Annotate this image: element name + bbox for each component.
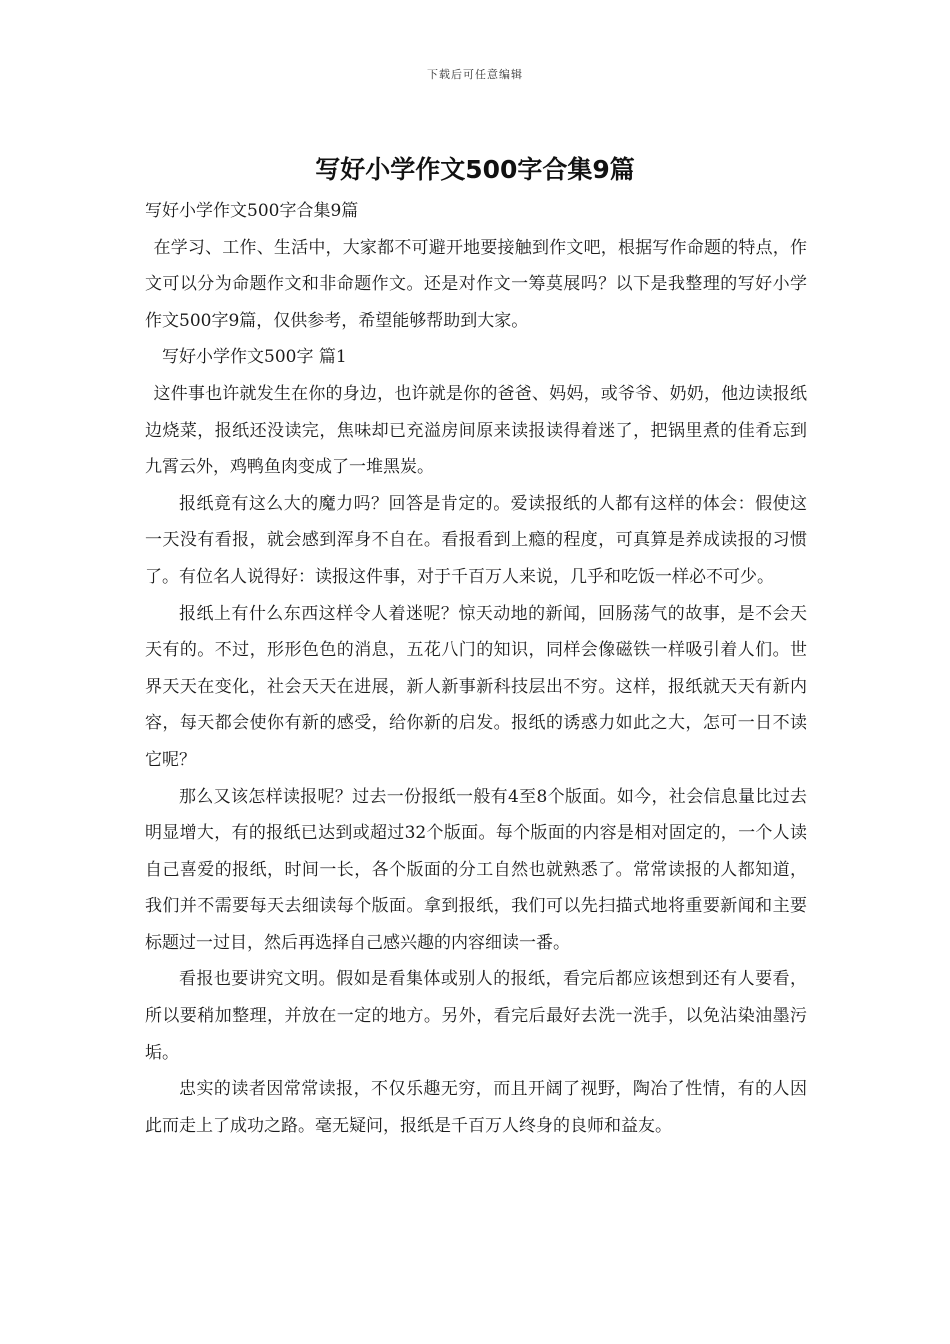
paragraph: 忠实的读者因常常读报，不仅乐趣无穷，而且开阔了视野，陶冶了性情，有的人因此而走上了成功之路。毫无疑问，报纸是千百万人终身的良师和益友。 [145,1079,807,1136]
subtitle-line: 写好小学作文500字合集9篇 [145,201,359,221]
paragraph: 这件事也许就发生在你的身边，也许就是你的爸爸、妈妈，或爷爷、奶奶，他边读报纸边烧菜，报纸还没读完，焦味却已充溢房间原来读报读得着迷了，把锅里煮的佳肴忘到九霄云外，鸡鸭鱼肉变成了一堆黑炭。 [145,383,807,478]
paragraph: 报纸上有什么东西这样令人着迷呢？惊天动地的新闻，回肠荡气的故事，是不会天天有的。不过，形形色色的消息，五花八门的知识，同样会像磁铁一样吸引着人们。世界天天在变化，社会天天在进展，新人新事新科技层出不穷。这样，报纸就天天有新内容，每天都会使你有新的感受，给你新的启发。报纸的诱惑力如此之大，怎可一日不读它呢？ [145,603,807,770]
header-note: 下载后可任意编辑 [427,68,523,81]
paragraph: 报纸竟有这么大的魔力吗？回答是肯定的。爱读报纸的人都有这样的体会：假使这一天没有看报，就会感到浑身不自在。看报看到上瘾的程度，可真算是养成读报的习惯了。有位名人说得好：读报这件事，对于千百万人来说，几乎和吃饭一样必不可少。 [145,493,807,587]
paragraph: 那么又该怎样读报呢？过去一份报纸一般有4至8个版面。如今，社会信息量比过去明显增大，有的报纸已达到或超过32个版面。每个版面的内容是相对固定的，一个人读自己喜爱的报纸，时间一长，各个版面的分工自然也就熟悉了。常常读报的人都知道，我们并不需要每天去细读每个版面。拿到报纸，我们可以先扫描式地将重要新闻和主要标题过一过目，然后再选择自己感兴趣的内容细读一番。 [145,786,807,953]
intro-paragraph: 在学习、工作、生活中，大家都不可避开地要接触到作文吧，根据写作命题的特点，作文可以分为命题作文和非命题作文。还是对作文一筹莫展吗？以下是我整理的写好小学作文500字9篇，仅供参考，希望能够帮助到大家。 [145,237,807,331]
document-title: 写好小学作文500字合集9篇 [315,155,635,184]
section-heading: 写好小学作文500字 篇1 [162,347,347,368]
paragraph: 看报也要讲究文明。假如是看集体或别人的报纸，看完后都应该想到还有人要看，所以要稍加整理，并放在一定的地方。另外，看完后最好去洗一洗手，以免沾染油墨污垢。 [145,969,807,1063]
document-body [145,193,807,1144]
